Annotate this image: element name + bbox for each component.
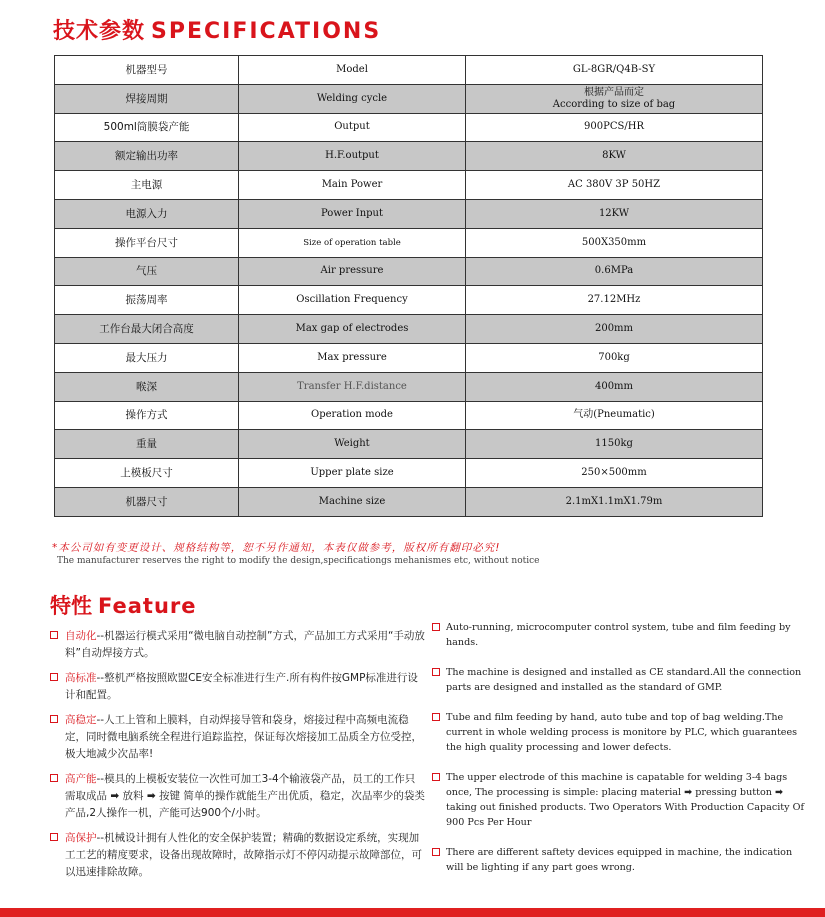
- notice-en: The manufacturer reserves the right to modify the design,specificationgs mehanismes etc, without notice: [57, 556, 540, 566]
- feature-item-en: [432, 770, 812, 830]
- feature-list-cn: [50, 628, 425, 887]
- spec-name-en: Max pressure: [239, 343, 466, 372]
- spec-name-en: Output: [239, 113, 466, 142]
- footer-bar: [0, 908, 825, 917]
- table-row: [55, 286, 763, 315]
- spec-table: [54, 55, 763, 517]
- spec-name-cn: 振荡周率: [55, 286, 239, 315]
- spec-value: GL-8GR/Q4B-SY: [466, 56, 763, 85]
- spec-name-cn: 主电源: [55, 171, 239, 200]
- spec-name-en: Max gap of electrodes: [239, 315, 466, 344]
- notice-cn: *本公司如有变更设计、规格结构等，恕不另作通知，本表仅做参考，版权所有翻印必究!: [52, 542, 501, 554]
- feature-text: --机械设计拥有人性化的安全保护装置；精确的数据设定系统，实现加工工艺的精度要求，设备出现故障时，故障指示灯不停闪动提示故障部位，可以迅速排除故障。: [65, 832, 422, 878]
- spec-name-en: Machine size: [239, 487, 466, 516]
- spec-name-en: H.F.output: [239, 142, 466, 171]
- spec-name-cn: 工作台最大闭合高度: [55, 315, 239, 344]
- table-row: [55, 84, 763, 113]
- checkbox-icon: [50, 673, 58, 681]
- arrow-right-icon: ➡: [146, 790, 156, 802]
- feature-text: 放料: [119, 790, 147, 802]
- spec-name-cn: 上模板尺寸: [55, 459, 239, 488]
- feature-text: Auto-running, microcomputer control system, tube and film feeding by hands.: [446, 622, 791, 648]
- checkbox-icon: [432, 713, 440, 721]
- spec-value: [466, 84, 763, 113]
- spec-name-en: Welding cycle: [239, 84, 466, 113]
- page-title: [53, 14, 381, 44]
- spec-name-cn: 额定输出功率: [55, 142, 239, 171]
- feature-text: 按键 简单的操作就能生产出优质，稳定，次品率少的袋类产品,2人操作一机，产能可达900个/小时。: [65, 790, 425, 819]
- table-row: [55, 142, 763, 171]
- title-cn: 技术参数: [53, 19, 146, 44]
- feature-item-en: [432, 710, 812, 755]
- feature-item-cn: [50, 628, 425, 662]
- table-row: [55, 56, 763, 85]
- arrow-right-icon: ➡: [110, 790, 120, 802]
- feature-highlight: 高标准: [65, 672, 97, 684]
- checkbox-icon: [50, 833, 58, 841]
- table-row: [55, 372, 763, 401]
- table-row: [55, 171, 763, 200]
- spec-name-cn: 气压: [55, 257, 239, 286]
- spec-table-body: [55, 56, 763, 517]
- spec-value: 12KW: [466, 199, 763, 228]
- feature-text: --模具的上模板安装位一次性可加工3-4个输液袋产品，员工的工作只需取成品: [65, 773, 416, 802]
- title-en: SPECIFICATIONS: [151, 19, 382, 44]
- feature-list-en: [432, 620, 812, 875]
- table-row: [55, 113, 763, 142]
- spec-value: 8KW: [466, 142, 763, 171]
- spec-name-cn: 500ml筒膜袋产能: [55, 113, 239, 142]
- spec-name-cn: 操作平台尺寸: [55, 228, 239, 257]
- spec-name-en: Size of operation table: [239, 228, 466, 257]
- feature-text: There are different saftety devices equipped in machine, the indication will be lighting if any part goes wrong.: [446, 847, 793, 873]
- spec-name-cn: 喉深: [55, 372, 239, 401]
- arrow-right-icon: ➡: [774, 787, 784, 798]
- feature-text: The upper electrode of this machine is capatable for welding 3-4 bags once, The processing is simple: placing material: [446, 772, 788, 798]
- table-row: [55, 228, 763, 257]
- spec-name-cn: 重量: [55, 430, 239, 459]
- feature-item-cn: [50, 670, 425, 704]
- spec-name-en: Air pressure: [239, 257, 466, 286]
- table-row: [55, 343, 763, 372]
- feature-text: Tube and film feeding by hand, auto tube and top of bag welding.The current in whole welding process is monitore by PLC, which guarantees the high quality processing and lower defects.: [446, 712, 798, 753]
- table-row: [55, 199, 763, 228]
- feature-highlight: 高保护: [65, 832, 97, 844]
- checkbox-icon: [50, 631, 58, 639]
- feature-title-cn: 特性: [50, 594, 92, 618]
- checkbox-icon: [50, 715, 58, 723]
- spec-value: 气动(Pneumatic): [466, 401, 763, 430]
- spec-name-cn: 电源入力: [55, 199, 239, 228]
- spec-value-line: 根据产品而定: [584, 86, 644, 98]
- table-row: [55, 430, 763, 459]
- table-row: [55, 315, 763, 344]
- checkbox-icon: [432, 668, 440, 676]
- feature-highlight: 高产能: [65, 773, 97, 785]
- feature-item-cn: [50, 771, 425, 822]
- feature-highlight: 自动化: [65, 630, 97, 642]
- spec-value: 400mm: [466, 372, 763, 401]
- feature-item-cn: [50, 830, 425, 881]
- spec-value: 250×500mm: [466, 459, 763, 488]
- feature-item-en: [432, 620, 812, 650]
- checkbox-icon: [50, 774, 58, 782]
- checkbox-icon: [432, 848, 440, 856]
- table-row: [55, 487, 763, 516]
- table-row: [55, 459, 763, 488]
- feature-text: --人工上管和上膜料，自动焊接导管和袋身，熔接过程中高频电流稳定，同时微电脑系统全程进行追踪监控，保证每次熔接加工品质全方位受控，极大地减少次品率!: [65, 714, 422, 760]
- spec-value-line: According to size of bag: [552, 98, 676, 110]
- spec-name-en: Upper plate size: [239, 459, 466, 488]
- spec-value: 500X350mm: [466, 228, 763, 257]
- feature-title-en: Feature: [98, 594, 197, 618]
- feature-text: pressing button: [692, 787, 775, 798]
- spec-name-en: Main Power: [239, 171, 466, 200]
- spec-name-en: Power Input: [239, 199, 466, 228]
- table-row: [55, 257, 763, 286]
- spec-name-en: Oscillation Frequency: [239, 286, 466, 315]
- checkbox-icon: [432, 623, 440, 631]
- feature-text: taking out finished products. Two Operators With Production Capacity Of 900 Pcs Per Hour: [446, 802, 805, 828]
- feature-title: [50, 590, 197, 620]
- spec-value: AC 380V 3P 50HZ: [466, 171, 763, 200]
- table-row: [55, 401, 763, 430]
- spec-name-en: Model: [239, 56, 466, 85]
- spec-name-en: Weight: [239, 430, 466, 459]
- spec-name-en: Transfer H.F.distance: [239, 372, 466, 401]
- notice: [52, 540, 539, 566]
- feature-item-en: [432, 665, 812, 695]
- spec-value: 200mm: [466, 315, 763, 344]
- feature-highlight: 高稳定: [65, 714, 97, 726]
- checkbox-icon: [432, 773, 440, 781]
- spec-name-cn: 机器型号: [55, 56, 239, 85]
- spec-value: 0.6MPa: [466, 257, 763, 286]
- spec-value: 700kg: [466, 343, 763, 372]
- spec-name-en: Operation mode: [239, 401, 466, 430]
- spec-value: 27.12MHz: [466, 286, 763, 315]
- feature-text: The machine is designed and installed as CE standard.All the connection parts are designed and installed as the standard of GMP.: [446, 667, 802, 693]
- feature-item-en: [432, 845, 812, 875]
- spec-name-cn: 最大压力: [55, 343, 239, 372]
- spec-name-cn: 机器尺寸: [55, 487, 239, 516]
- spec-value: 1150kg: [466, 430, 763, 459]
- feature-text: --整机严格按照欧盟CE安全标准进行生产.所有构件按GMP标准进行设计和配置。: [65, 672, 418, 701]
- feature-item-cn: [50, 712, 425, 763]
- spec-value: 900PCS/HR: [466, 113, 763, 142]
- spec-value: 2.1mX1.1mX1.79m: [466, 487, 763, 516]
- spec-name-cn: 操作方式: [55, 401, 239, 430]
- arrow-right-icon: ➡: [684, 787, 693, 798]
- feature-text: --机器运行模式采用“微电脑自动控制”方式，产品加工方式采用“手动放料”自动焊接方式。: [65, 630, 425, 659]
- spec-name-cn: 焊接周期: [55, 84, 239, 113]
